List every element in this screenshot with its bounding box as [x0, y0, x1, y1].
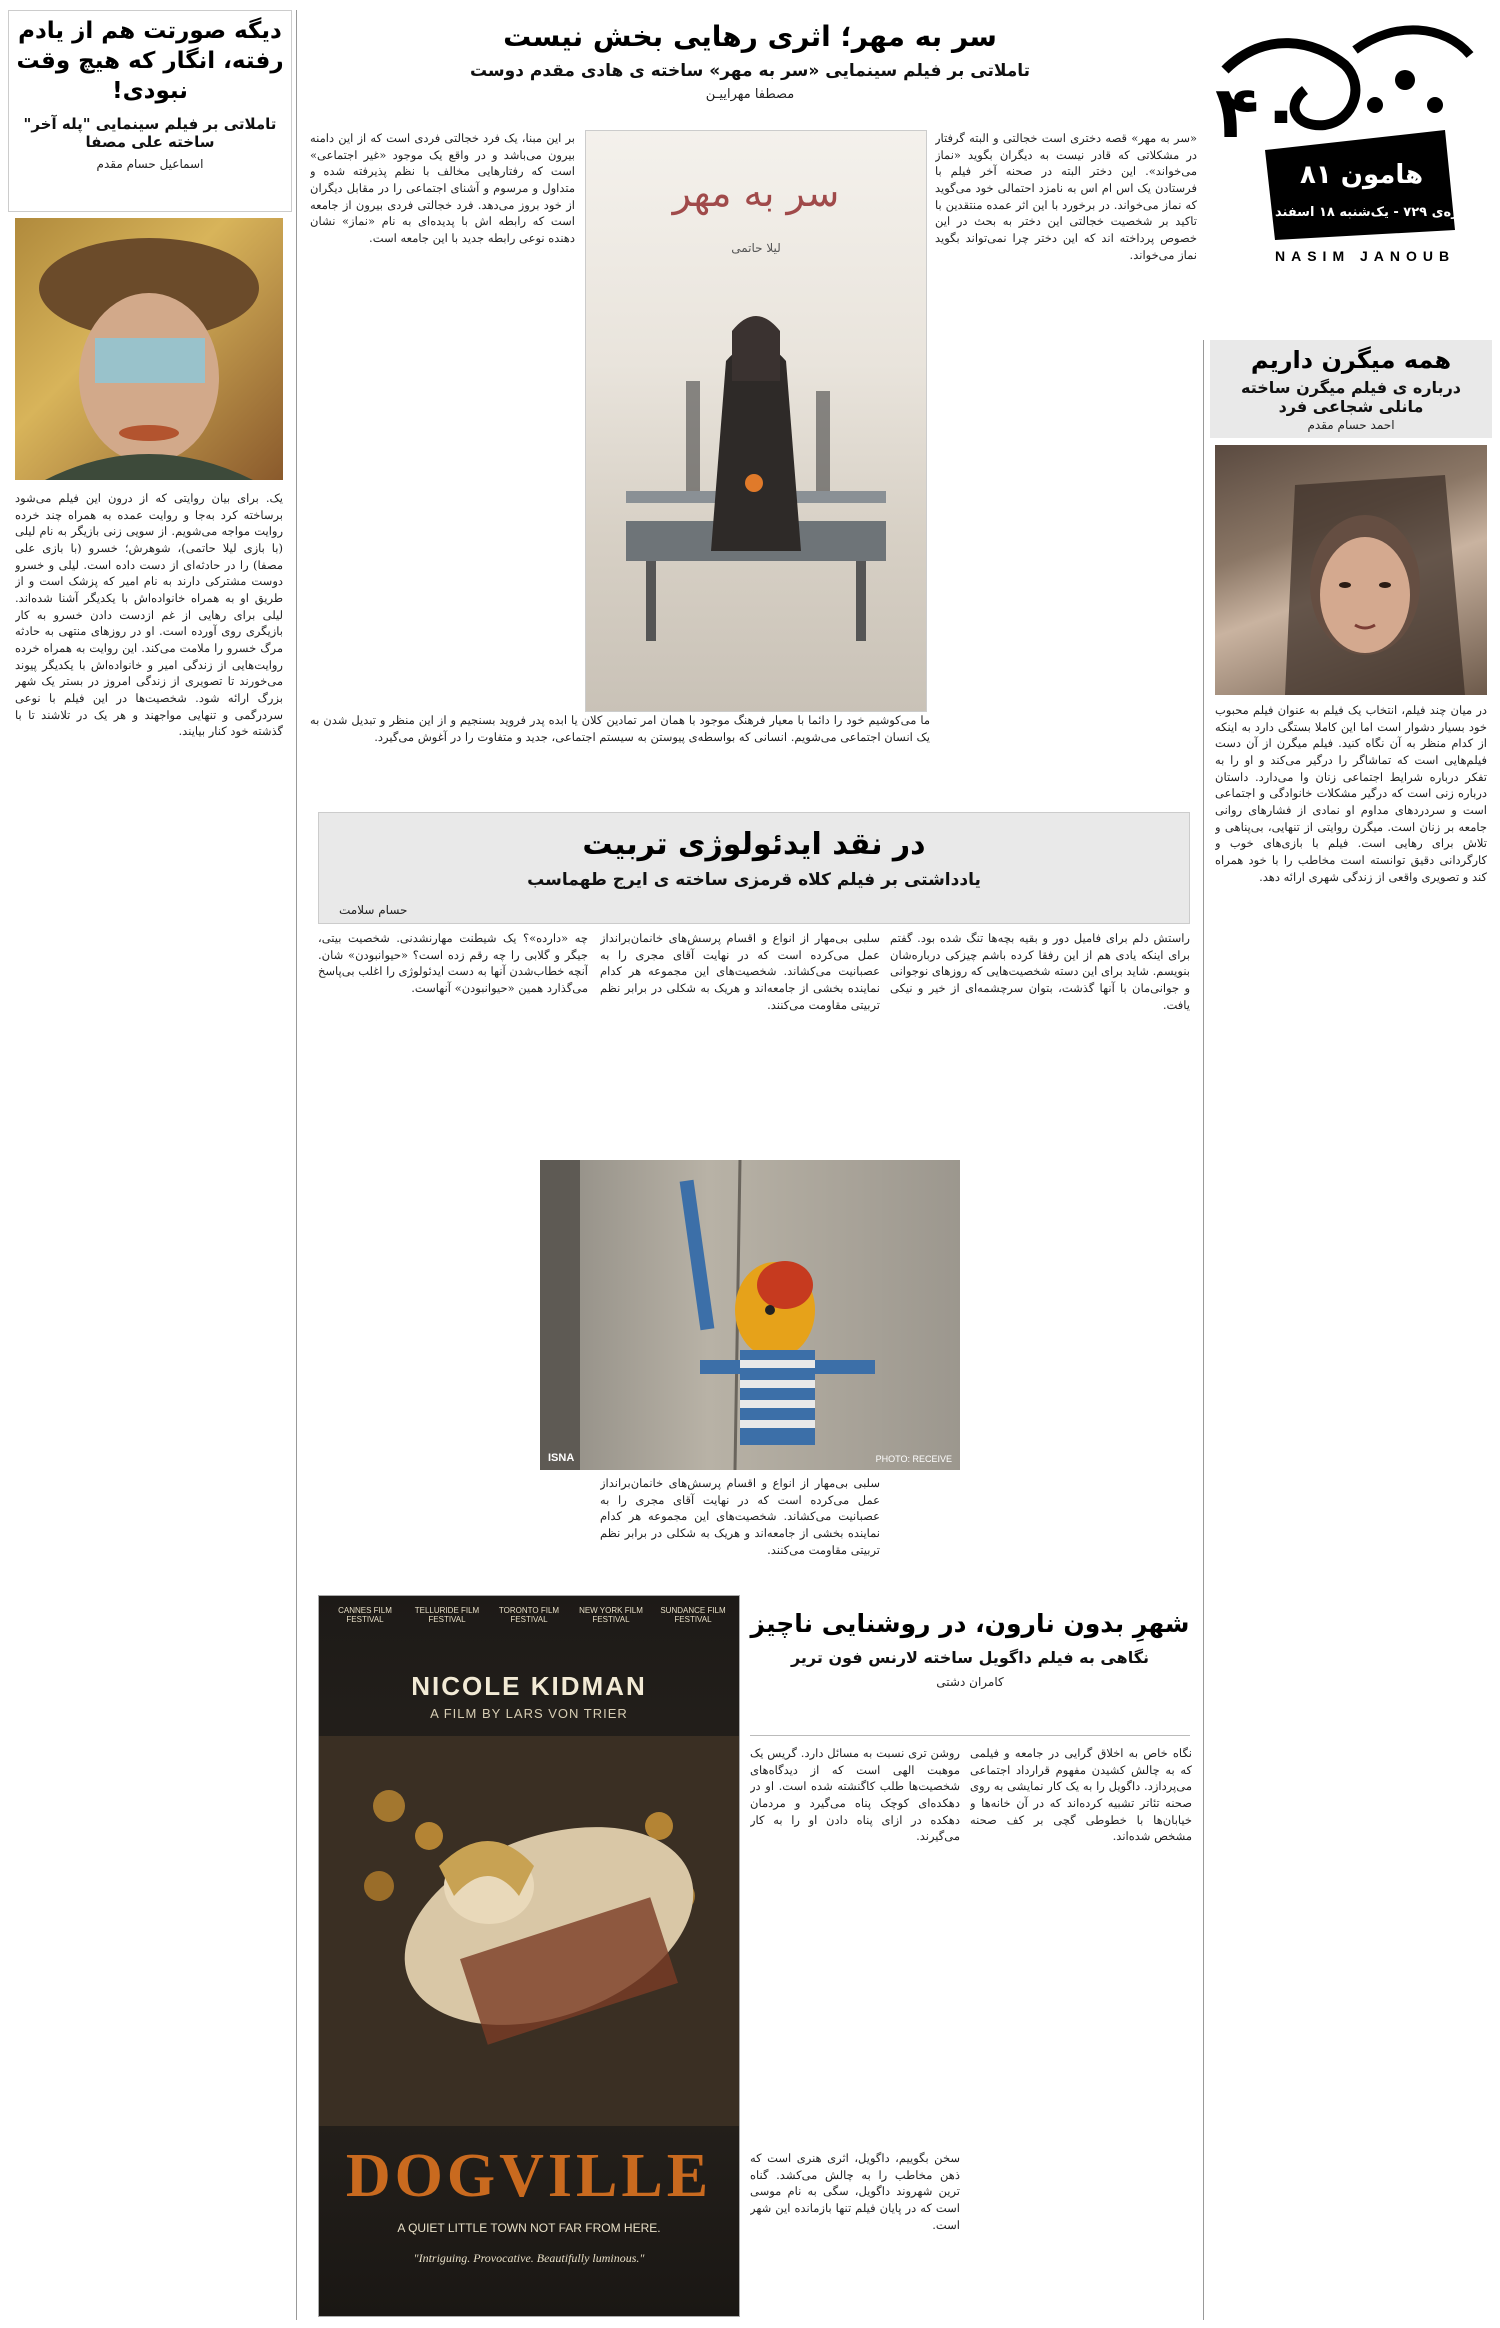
top-article-body-left: بر این مبنا، یک فرد خجالتی فردی است که از این دامنه بیرون می‌باشد و در واقع یک موجود «غیر اجتماعی» است که رفتارهایی مخالف با نظم پذیرفته شده و متداول و مرسوم و آشنای اجتماعی را در مقابل دیگران از خود بروز می‌دهد. فرد خجالتی فردی بیرون از جامعه است که رابطه اش با پدیده‌ای به نام «نماز» نشان دهنده نوعی رابطه جدید با این جامعه است. [310, 131, 575, 246]
top-article-author: مصطفا مهراییـن [705, 87, 795, 102]
right-article-title: همه میگرن داریم [1250, 346, 1452, 374]
bottom-article-body-right: نگاه خاص به اخلاق گرایی در جامعه و فیلمی که به چالش کشیدن مفهوم قرارداد اجتماعی می‌پردازد. داگویل را به یک کار نمایشی به روی صحنه تئاتر تشبیه کرده‌اند که در آن خانه‌ها و خیابان‌ها با خطوطی گچی بر کف صحنه مشخص شده‌اند. [970, 1746, 1192, 1844]
middle-article-subtitle: یادداشتی بر فیلم کلاه قرمزی ساخته ی ایرج طهماسب [527, 870, 981, 890]
top-article-header [305, 10, 1195, 130]
middle-article-body-right: راستش دلم برای فامیل دور و بقیه بچه‌ها تنگ شده بود. گفتم برای اینکه یادی هم از این رفقا کرده باشم چیزکی درباره‌شان بنویسم. شاید برای این دسته شخصیت‌هایی که روزهای نوجوانی و جوانی‌مان با آنها گذشت، بتوان سرچشمه‌ای از خیر و نیکی یافت. [890, 931, 1190, 1012]
painting-graphic [15, 218, 283, 480]
bottom-article-author: کامران دشتی [936, 1675, 1004, 1689]
migraine-photo-graphic [1215, 445, 1487, 695]
left-article-body: یک. برای بیان روایتی که از درون این فیلم می‌شود برساخته‌ کرد به‌جا و روایت عمده به همراه چند خرده روایت مواجه می‌شویم. از سویی زنی بازیگر به نام لیلی (با بازی لیلا حاتمی)، شوهرش؛ خسرو (با بازی علی مصفا) را در حادثه‌ای از دست داده است. لیلی و خسرو دوست مشترکی دارند به نام امیر که پزشک است و از طریق او به همراه خانواده‌اش با یکدیگر آشنا شده‌اند. لیلی برای رهایی از غم ازدست دادن خسرو به کار بازیگری روی آورده است. او در روزهای منتهی به حادثه مرگ خسرو را ملامت می‌کند. این روایت به همراه خرده روایت‌هایی از زندگی امیر و خانواده‌اش با یکدیگر پیوند می‌خورند تا تصویری از زندگی امروز در بستر یک شهر بزرگ ارائه شود. شخصیت‌ها در این فیلم با نوعی سردرگمی و تنهایی مواجهند و هر یک در تلاشند تا با گذشته خود کنار بیایند. [15, 491, 283, 739]
laurel-cannes: CANNES FILM FESTIVAL [338, 1606, 392, 1624]
bottom-article-title: شهرِ بدون نارون، در روشنایی ناچیز [750, 1609, 1190, 1638]
right-article-subtitle: درباره ی فیلم میگرن ساخته مانلی شجاعی فرد [1241, 378, 1461, 416]
top-article-body-right: «سر به مهر» قصه دختری است خجالتی و البته گرفتار در مشکلاتی که قادر نیست به دیگران بگوید «نماز می‌خواند». این دختر البته در صحنه آخر فیلم با فرستادن یک اس ام اس به نامزد احتمالی خود می‌گوید که نماز می‌خواند. در برخورد با این اثر عمده منتقدین با تاکید بر شخصیت خجالتی این دختر به بحث در این خصوص پرداخته اند که این دختر چرا نمی‌تواند بگوید نماز می‌خواند. [935, 131, 1197, 262]
painting-image [15, 218, 283, 480]
dogville-title: DOGVILLE [345, 2142, 713, 2210]
column-rule-left [296, 10, 297, 2320]
left-article-author: اسماعیل حسام مقدم [96, 156, 204, 171]
column-rule-right [1203, 340, 1204, 2320]
masthead [1205, 10, 1490, 340]
bottom-article-body-center: روشن تری نسبت به مسائل دارد. گریس یک موهبت الهی است که از دیدگاه‌های شخصیت‌ها طلب کاگنشته شده است. او در دهکده‌ای کوچک پناه می‌گیرد و مردمان دهکده در ازای پناه دادن او را به کار می‌گیرند. [750, 1746, 960, 1844]
sar-be-mohr-graphic [586, 131, 926, 711]
middle-article-author: حسام سلامت [339, 903, 408, 917]
laurel-sundance: SUNDANCE FILM FESTIVAL [660, 1606, 726, 1624]
middle-article-body-center: سلبی بی‌مهار از انواع و اقسام پرسش‌های خانمان‌برانداز عمل می‌کرده است که در نهایت آقای مجری را به عصبانیت می‌کشاند. شخصیت‌های این مجموعه هر کدام نماینده بخشی از جامعه‌اند و هریک به شکلی در برابر نظم تربیتی مقاومت می‌کنند. [600, 931, 880, 1012]
dogville-tagline: A QUIET LITTLE TOWN NOT FAR FROM HERE. [397, 2221, 661, 2235]
top-article-body-bottom: ما می‌کوشیم خود را دائما با معیار فرهنگ موجود با همان امر تمادین کلان یا ابده پدر فروید بسنجیم و از این منظر و تبدیل شدن به یک انسان اجتماعی می‌شویم. انسانی که بواسطه‌ی پیوستن به سیستم اجتماعی، جدید و متفاوت را در آغوش می‌گیرد. [310, 713, 930, 744]
photo-credit-receive: PHOTO: RECEIVE [875, 1454, 952, 1464]
right-article-body: در میان چند فیلم، انتخاب یک فیلم به عنوان فیلم محبوب خود بسیار دشوار است اما این کاملا بستگی دارد به اینکه از کدام منظر به آن نگاه کنید. فیلم میگرن از آن دست فیلم‌هایی است که تماشاگر را درگیر می‌کند و او را به تفکر درباره شرایط اجتماعی زنان وا می‌دارد. داستان درباره زنی است که درگیر مشکلات خانوادگی و اجتماعی است و سردردهای مداوم او نمادی از فشارهای روانی جامعه بر زنان است. میگرن روایتی از تنهایی، بی‌پناهی و تلاش برای رهایی است. فیلم با بازی‌های خوب و کارگردانی دقیق توانسته است مخاطب را با خود همراه کند و تصویری واقعی از زندگی شهری ارائه دهد. [1215, 703, 1487, 884]
migraine-photo [1215, 445, 1487, 695]
dogville-poster [318, 1595, 740, 2317]
kolah-ghermezi-photo [540, 1160, 960, 1470]
middle-article-body-under-photo-text: سلبی بی‌مهار از انواع و اقسام پرسش‌های خانمان‌برانداز عمل می‌کرده است که در نهایت آقای مجری را به عصبانیت می‌کشاند. شخصیت‌های این مجموعه هر کدام نماینده بخشی از جامعه‌اند و هریک به شکلی در برابر نظم تربیتی مقاومت می‌کنند. [600, 1476, 880, 1557]
middle-article-header [318, 812, 1190, 924]
middle-article-body-left: چه «دارده»؟ یک شیطنت مهارنشدنی. شخصیت بیتی، جیگر و گلابی را چه رقم زده است؟ «حیوانبودن» شان. آنچه خطاب‌شدن آنها به دست ایدئولوژی را اغلب بی‌پاسخ می‌گذارد همین «حیوانبودن» آنهاست. [318, 931, 588, 996]
sar-be-mohr-poster [585, 130, 927, 712]
laurel-telluride: TELLURIDE FILM FESTIVAL [414, 1606, 480, 1624]
middle-article-body-under-photo [600, 1475, 880, 1570]
sar-be-mohr-credit: لیلا حاتمی [731, 241, 781, 255]
top-article-subtitle: تاملاتی بر فیلم سینمایی «سر به مهر» ساخته ی هادی مقدم دوست [469, 61, 1031, 81]
dogville-star: NICOLE KIDMAN [411, 1671, 647, 1701]
bottom-article-body-left: سخن بگوییم، داگویل، اثری هنری است که ذهن مخاطب را به چالش می‌کشد. گناه ترین شهروند داگویل، سگی به نام موسی است که در پایان فیلم تنها بازمانده این شهر است. [750, 2151, 960, 2232]
sar-be-mohr-title: سر به مهر [672, 171, 840, 215]
left-article-subtitle: تاملاتی بر فیلم سینمایی "پله آخر" ساخته علی مصفا [23, 114, 277, 151]
left-article-title: دیگه صورتت هم از یادم رفته، انگار که هیچ وقت نبودی! [16, 18, 284, 104]
right-article-header [1210, 340, 1492, 438]
top-article-title: سر به مهر؛ اثری رهایی بخش نیست [503, 20, 997, 53]
bottom-article-header [750, 1595, 1190, 1736]
laurel-toronto: TORONTO FILM FESTIVAL [498, 1606, 560, 1624]
masthead-number: ۴۰ [1215, 70, 1303, 154]
masthead-latin: NASIM JANOUB [1275, 248, 1456, 264]
bottom-article-subtitle: نگاهی به فیلم داگویل ساخته لارنس فون تریر [790, 1648, 1150, 1667]
kolah-ghermezi-graphic [540, 1160, 960, 1470]
right-article-author: احمد حسام مقدم [1307, 418, 1395, 432]
laurel-new-york: NEW YORK FILM FESTIVAL [579, 1606, 643, 1624]
photo-credit-isna: ISNA [548, 1452, 575, 1464]
masthead-issue-line: شماره‌ی ۷۲۹ - یک‌شنبه ۱۸ اسفند [1275, 205, 1486, 220]
left-article-header [8, 10, 292, 212]
masthead-issue-name: هامون ۸۱ [1300, 160, 1424, 190]
dogville-director: A FILM BY LARS VON TRIER [430, 1706, 628, 1721]
middle-article-title: در نقد ایدئولوژی تربیت [582, 827, 926, 862]
dogville-quote: "Intriguing. Provocative. Beautifully luminous." [413, 2251, 645, 2265]
